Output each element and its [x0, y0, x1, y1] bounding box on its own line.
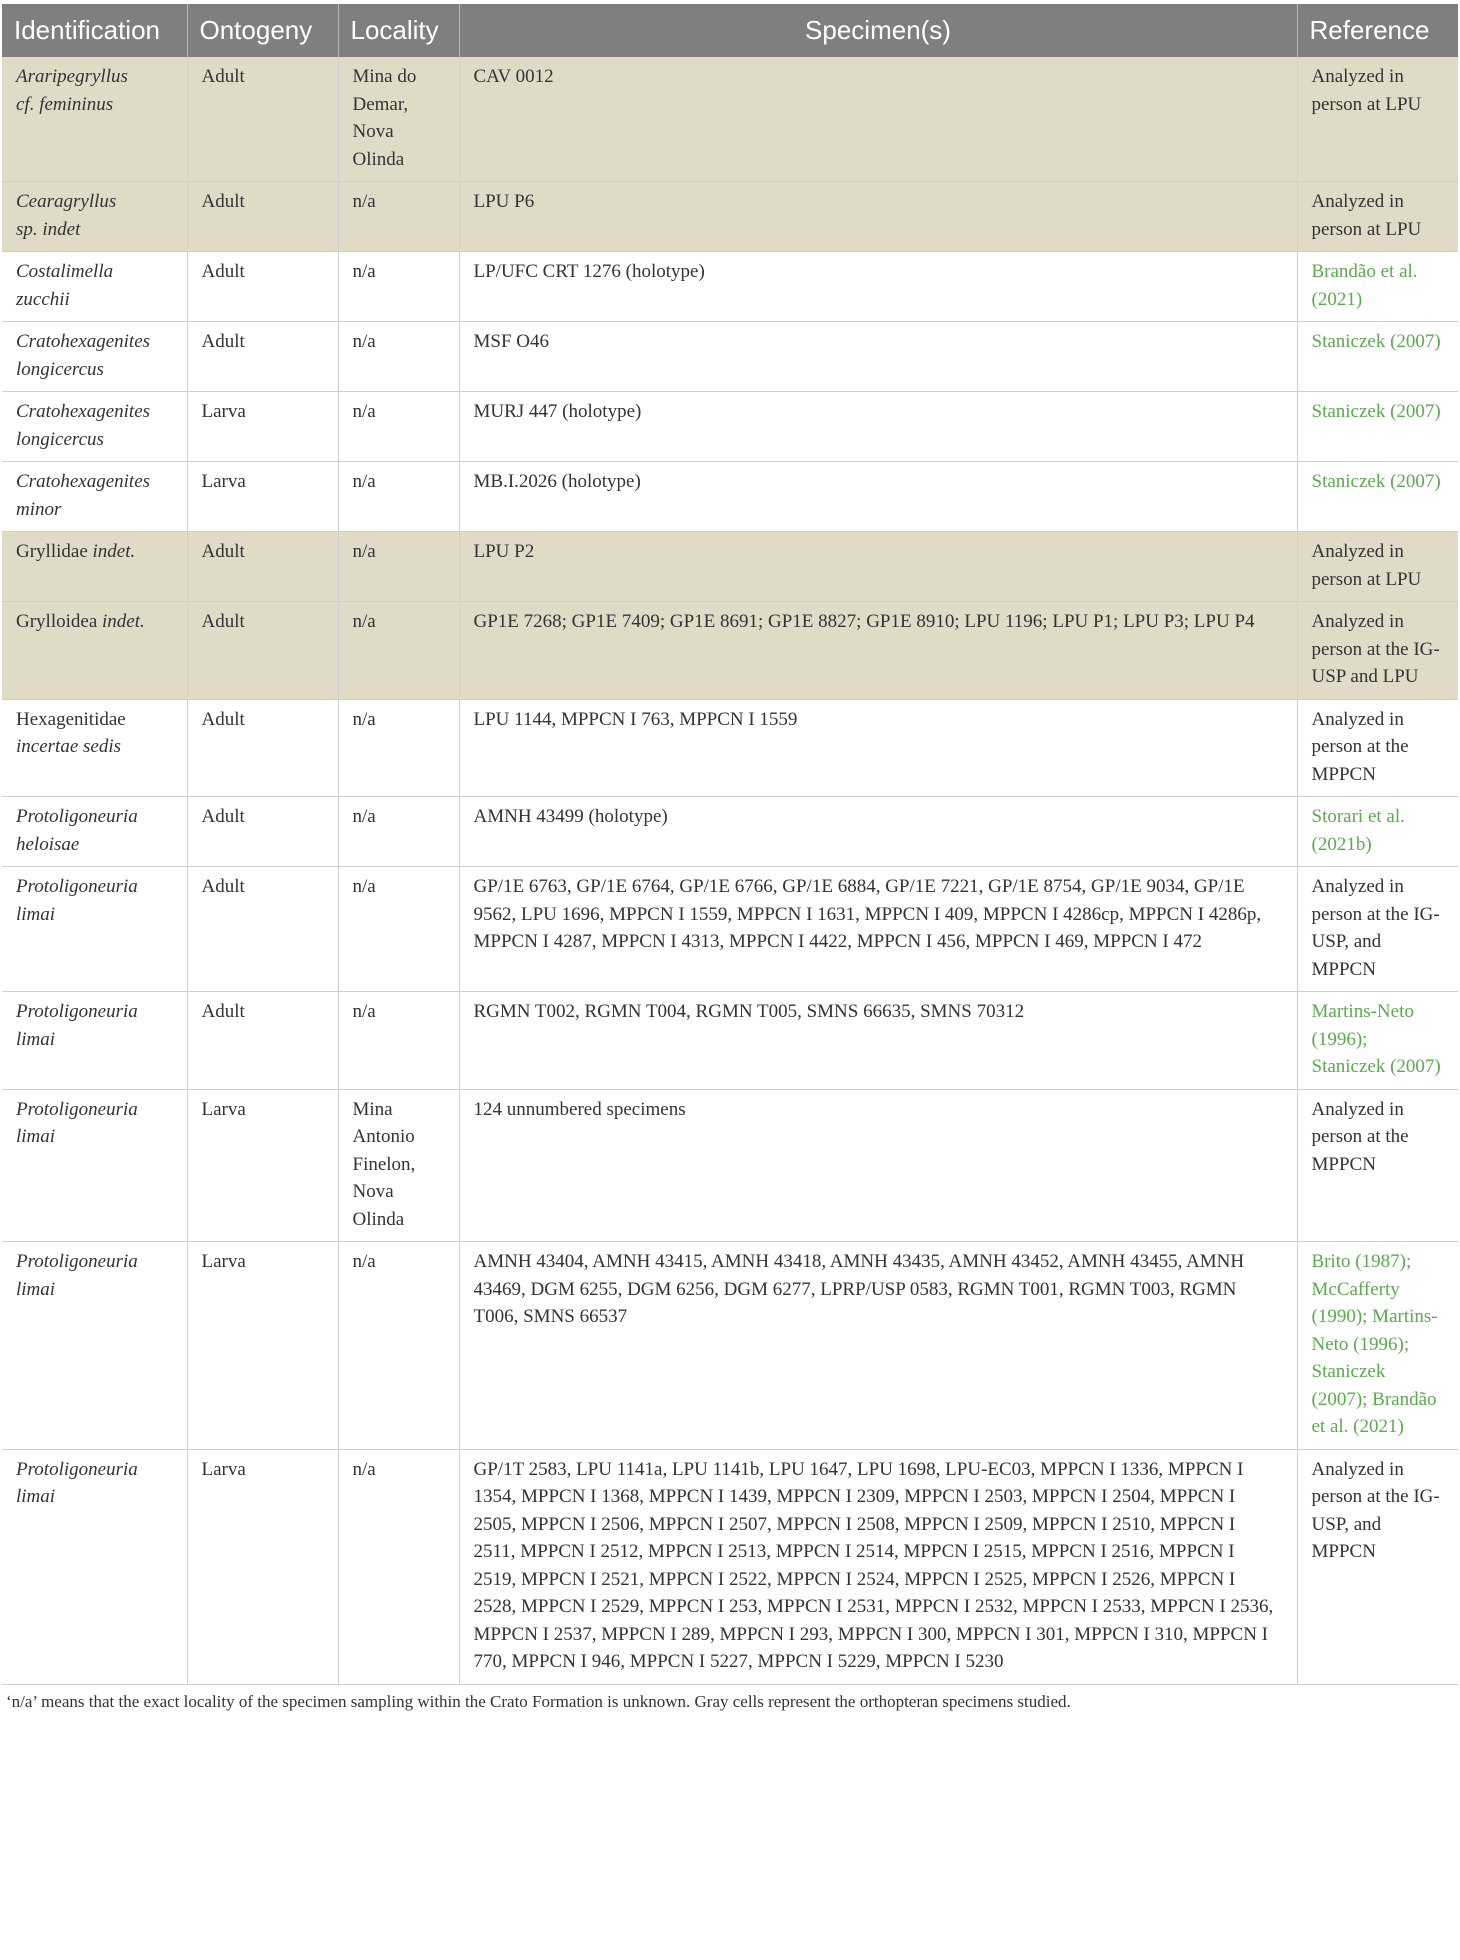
- taxon-genus: Cratohexagenites: [16, 331, 151, 352]
- taxon-genus: Protoligoneuria: [16, 1001, 138, 1022]
- taxon-species: limai: [16, 1486, 56, 1507]
- cell-reference: [1297, 992, 1458, 1090]
- cell-specimens: LPU P2: [459, 532, 1297, 602]
- cell-locality: Mina Antonio Finelon, Nova Olinda: [338, 1089, 459, 1242]
- header-ontogeny: Ontogeny: [187, 4, 338, 57]
- cell-locality: n/a: [338, 182, 459, 252]
- table-row: [2, 322, 1458, 392]
- cell-locality: n/a: [338, 992, 459, 1090]
- cell-reference: [1297, 1242, 1458, 1450]
- taxon-species: longicercus: [16, 428, 104, 450]
- taxon-species: limai: [16, 903, 56, 925]
- cell-ontogeny: Adult: [187, 992, 338, 1090]
- taxon-species: sp. indet: [16, 218, 81, 240]
- table-row: [2, 252, 1458, 322]
- cell-locality: n/a: [338, 322, 459, 392]
- reference-text: Analyzed in person at LPU: [1311, 66, 1422, 115]
- cell-ontogeny: Adult: [187, 867, 338, 992]
- cell-identification: [2, 532, 187, 602]
- cell-ontogeny: Adult: [187, 797, 338, 867]
- header-identification: Identification: [2, 4, 187, 57]
- cell-ontogeny: Larva: [187, 1242, 338, 1450]
- cell-locality: n/a: [338, 797, 459, 867]
- table-row: [2, 992, 1458, 1090]
- cell-identification: [2, 392, 187, 462]
- table-header-row: [2, 4, 1458, 57]
- taxon-genus: Protoligoneuria: [16, 876, 138, 897]
- reference-link[interactable]: Martins-Neto (1996); Staniczek (2007): [1311, 1001, 1441, 1077]
- taxon-genus: Protoligoneuria: [16, 1251, 138, 1272]
- cell-specimens: LPU P6: [459, 182, 1297, 252]
- cell-reference: [1297, 462, 1458, 532]
- specimen-table-container: [2, 4, 1458, 1712]
- table-row: [2, 699, 1458, 797]
- cell-identification: [2, 992, 187, 1090]
- cell-identification: [2, 699, 187, 797]
- cell-ontogeny: Larva: [187, 462, 338, 532]
- taxon-species: zucchii: [16, 288, 70, 310]
- taxon-genus: Costalimella: [16, 261, 114, 282]
- taxon-qualifier: indet.: [102, 611, 145, 632]
- taxon-genus: Protoligoneuria: [16, 1098, 138, 1120]
- table-row: [2, 602, 1458, 700]
- taxon-species: minor: [16, 498, 62, 520]
- cell-specimens: GP1E 7268; GP1E 7409; GP1E 8691; GP1E 8827; GP1E 8910; LPU 1196; LPU P1; LPU P3; LPU P4: [459, 602, 1297, 700]
- cell-ontogeny: Adult: [187, 57, 338, 182]
- table-row: [2, 1089, 1458, 1242]
- cell-locality: n/a: [338, 532, 459, 602]
- cell-locality: Mina do Demar, Nova Olinda: [338, 57, 459, 182]
- cell-ontogeny: Adult: [187, 532, 338, 602]
- cell-reference: [1297, 602, 1458, 700]
- reference-text: Analyzed in person at the IG-USP and LPU: [1311, 611, 1440, 687]
- cell-specimens: CAV 0012: [459, 57, 1297, 182]
- taxon-genus: Protoligoneuria: [16, 1458, 138, 1480]
- cell-specimens: LPU 1144, MPPCN I 763, MPPCN I 1559: [459, 699, 1297, 797]
- table-footnote: ‘n/a’ means that the exact locality of the specimen sampling within the Crato Formation is unknown. Gray cells represent the orthopteran specimens studied.: [6, 1691, 1071, 1711]
- cell-identification: [2, 462, 187, 532]
- cell-reference: [1297, 322, 1458, 392]
- table-body: [2, 57, 1458, 1684]
- taxon-genus: Protoligoneuria: [16, 806, 138, 827]
- cell-identification: [2, 182, 187, 252]
- table-row: [2, 1449, 1458, 1684]
- cell-reference: [1297, 392, 1458, 462]
- taxon-species: limai: [16, 1028, 56, 1050]
- cell-specimens: RGMN T002, RGMN T004, RGMN T005, SMNS 66635, SMNS 70312: [459, 992, 1297, 1090]
- table-row: [2, 392, 1458, 462]
- specimen-table: [2, 4, 1458, 1685]
- cell-reference: [1297, 182, 1458, 252]
- cell-reference: [1297, 1089, 1458, 1242]
- cell-identification: [2, 57, 187, 182]
- cell-locality: n/a: [338, 1449, 459, 1684]
- cell-specimens: LP/UFC CRT 1276 (holotype): [459, 252, 1297, 322]
- cell-identification: [2, 322, 187, 392]
- cell-identification: [2, 252, 187, 322]
- cell-locality: n/a: [338, 867, 459, 992]
- table-row: [2, 57, 1458, 182]
- taxon-genus: Cratohexagenites: [16, 401, 151, 422]
- reference-text: Analyzed in person at the MPPCN: [1311, 1098, 1409, 1175]
- cell-specimens: GP/1E 6763, GP/1E 6764, GP/1E 6766, GP/1E 6884, GP/1E 7221, GP/1E 8754, GP/1E 9034, GP/1E 9562, LPU 1696, MPPCN I 1559, MPPCN I 1631, MPPCN I 409, MPPCN I 4286cp, MPPCN I 4286p, MPPCN I 4287, MPPCN I 4313, MPPCN I 4422, MPPCN I 456, MPPCN I 469, MPPCN I 472: [459, 867, 1297, 992]
- cell-specimens: AMNH 43499 (holotype): [459, 797, 1297, 867]
- cell-reference: [1297, 867, 1458, 992]
- reference-link[interactable]: Staniczek (2007): [1311, 331, 1441, 352]
- table-row: [2, 867, 1458, 992]
- taxon-genus: Araripegryllus: [16, 66, 128, 87]
- taxon-name: Grylloidea: [16, 611, 103, 632]
- taxon-species: longicercus: [16, 358, 104, 380]
- cell-identification: [2, 797, 187, 867]
- reference-link[interactable]: Staniczek (2007): [1311, 471, 1441, 492]
- cell-ontogeny: Larva: [187, 1089, 338, 1242]
- cell-specimens: MURJ 447 (holotype): [459, 392, 1297, 462]
- header-specimens: Specimen(s): [459, 4, 1297, 57]
- taxon-name: Hexagenitidae: [16, 708, 126, 730]
- reference-text: Analyzed in person at the MPPCN: [1311, 708, 1409, 785]
- table-row: [2, 532, 1458, 602]
- cell-identification: [2, 1449, 187, 1684]
- taxon-species: limai: [16, 1278, 56, 1300]
- cell-ontogeny: Adult: [187, 252, 338, 322]
- cell-specimens: MB.I.2026 (holotype): [459, 462, 1297, 532]
- table-row: [2, 1242, 1458, 1450]
- taxon-species: cf. femininus: [16, 93, 114, 115]
- reference-link[interactable]: Brandão et al. (2021): [1311, 261, 1418, 310]
- reference-link[interactable]: Staniczek (2007): [1311, 401, 1441, 422]
- cell-identification: [2, 602, 187, 700]
- cell-ontogeny: Larva: [187, 392, 338, 462]
- cell-reference: [1297, 252, 1458, 322]
- cell-locality: n/a: [338, 392, 459, 462]
- cell-locality: n/a: [338, 462, 459, 532]
- cell-locality: n/a: [338, 252, 459, 322]
- table-row: [2, 797, 1458, 867]
- cell-locality: n/a: [338, 1242, 459, 1450]
- taxon-name: Gryllidae: [16, 541, 93, 562]
- taxon-qualifier: indet.: [92, 541, 136, 562]
- cell-ontogeny: Larva: [187, 1449, 338, 1684]
- taxon-species: heloisae: [16, 833, 80, 855]
- taxon-qualifier: incertae sedis: [16, 736, 122, 757]
- header-locality: Locality: [338, 4, 459, 57]
- cell-locality: n/a: [338, 602, 459, 700]
- cell-locality: n/a: [338, 699, 459, 797]
- cell-reference: [1297, 699, 1458, 797]
- cell-identification: [2, 867, 187, 992]
- cell-reference: [1297, 57, 1458, 182]
- cell-reference: [1297, 532, 1458, 602]
- cell-ontogeny: Adult: [187, 182, 338, 252]
- reference-text: Analyzed in person at the IG-USP, and MPPCN: [1311, 876, 1440, 980]
- reference-text: Analyzed in person at the IG-USP, and MPPCN: [1311, 1458, 1440, 1562]
- taxon-genus: Cratohexagenites: [16, 471, 151, 492]
- cell-ontogeny: Adult: [187, 322, 338, 392]
- cell-specimens: MSF O46: [459, 322, 1297, 392]
- header-reference: Reference: [1297, 4, 1458, 57]
- table-row: [2, 182, 1458, 252]
- cell-reference: [1297, 797, 1458, 867]
- taxon-species: limai: [16, 1126, 56, 1147]
- table-row: [2, 462, 1458, 532]
- reference-link[interactable]: Storari et al. (2021b): [1311, 806, 1405, 855]
- reference-link[interactable]: Brito (1987); McCafferty (1990); Martins-Neto (1996); Staniczek (2007); Brandão et al. (2021): [1311, 1251, 1438, 1437]
- cell-ontogeny: Adult: [187, 699, 338, 797]
- cell-identification: [2, 1242, 187, 1450]
- cell-specimens: 124 unnumbered specimens: [459, 1089, 1297, 1242]
- cell-reference: [1297, 1449, 1458, 1684]
- reference-text: Analyzed in person at LPU: [1311, 541, 1422, 590]
- reference-text: Analyzed in person at LPU: [1311, 191, 1422, 240]
- cell-identification: [2, 1089, 187, 1242]
- taxon-genus: Cearagryllus: [16, 191, 117, 212]
- cell-specimens: GP/1T 2583, LPU 1141a, LPU 1141b, LPU 1647, LPU 1698, LPU-EC03, MPPCN I 1336, MPPCN I 1354, MPPCN I 1368, MPPCN I 1439, MPPCN I 2309, MPPCN I 2503, MPPCN I 2504, MPPCN I 2505, MPPCN I 2506, MPPCN I 2507, MPPCN I 2508, MPPCN I 2509, MPPCN I 2510, MPPCN I 2511, MPPCN I 2512, MPPCN I 2513, MPPCN I 2514, MPPCN I 2515, MPPCN I 2516, MPPCN I 2519, MPPCN I 2521, MPPCN I 2522, MPPCN I 2524, MPPCN I 2525, MPPCN I 2526, MPPCN I 2528, MPPCN I 2529, MPPCN I 253, MPPCN I 2531, MPPCN I 2532, MPPCN I 2533, MPPCN I 2536, MPPCN I 2537, MPPCN I 289, MPPCN I 293, MPPCN I 300, MPPCN I 301, MPPCN I 310, MPPCN I 770, MPPCN I 946, MPPCN I 5227, MPPCN I 5229, MPPCN I 5230: [459, 1449, 1297, 1684]
- cell-ontogeny: Adult: [187, 602, 338, 700]
- cell-specimens: AMNH 43404, AMNH 43415, AMNH 43418, AMNH 43435, AMNH 43452, AMNH 43455, AMNH 43469, DGM 6255, DGM 6256, DGM 6277, LPRP/USP 0583, RGMN T001, RGMN T003, RGMN T006, SMNS 66537: [459, 1242, 1297, 1450]
